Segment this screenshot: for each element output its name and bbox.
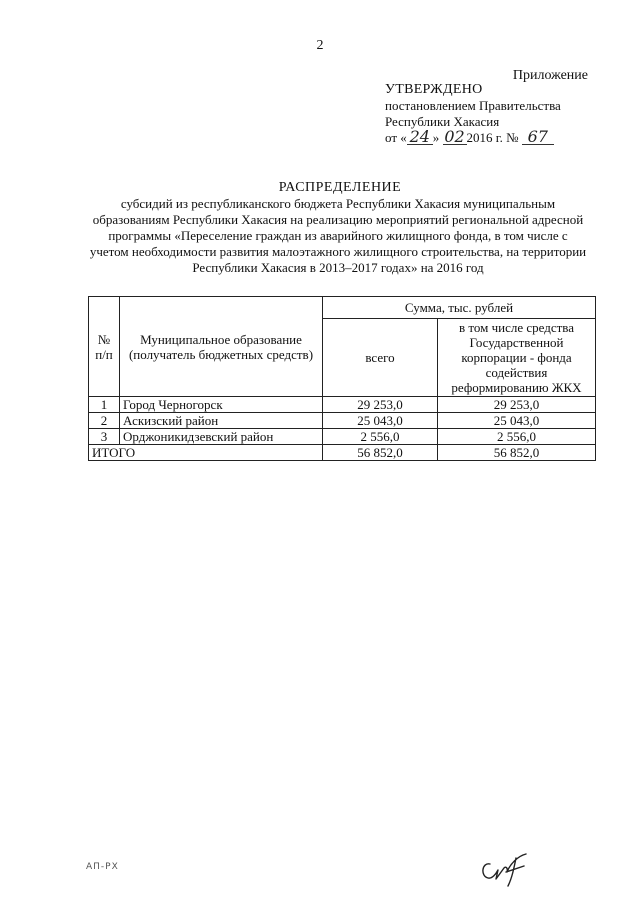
table-row (89, 397, 596, 413)
table-total-row (89, 445, 596, 461)
total-sum: 56 852,0 (323, 445, 438, 461)
approval-title: УТВЕРЖДЕНО (385, 82, 483, 97)
handwritten-month: 02 (444, 127, 465, 146)
handwritten-day: 24 (407, 130, 433, 145)
total-including: 56 852,0 (438, 445, 596, 461)
table-row (89, 429, 596, 445)
approval-line-1: постановлением Правительства (385, 98, 561, 113)
page-number: 2 (316, 38, 324, 53)
row-including: 25 043,0 (438, 413, 596, 429)
document-title: РАСПРЕДЕЛЕНИЕ (278, 180, 402, 195)
row-total: 29 253,0 (323, 397, 438, 413)
number-label: № (506, 130, 519, 145)
handwritten-number: 67 (522, 130, 554, 145)
header-total: всего (323, 319, 438, 397)
row-name: Орджоникидзевский район (120, 429, 323, 445)
total-label: ИТОГО (89, 445, 323, 461)
row-including: 2 556,0 (438, 429, 596, 445)
header-municipality: Муниципальное образование (получатель бюджетных средств) (120, 297, 323, 397)
row-num: 3 (89, 429, 120, 445)
row-name: Аскизский район (120, 413, 323, 429)
row-num: 2 (89, 413, 120, 429)
row-including: 29 253,0 (438, 397, 596, 413)
approval-date-line (385, 127, 561, 146)
distribution-table (88, 296, 596, 461)
date-mid: » (432, 130, 440, 145)
date-prefix: от « (385, 130, 407, 145)
header-sum: Сумма, тыс. рублей (323, 297, 596, 319)
table-row (89, 413, 596, 429)
header-num: № п/п (89, 297, 120, 397)
approval-block (385, 82, 561, 146)
signature-icon (476, 846, 536, 890)
appendix-label: Приложение (512, 68, 588, 83)
table-header-row (89, 297, 596, 319)
row-num: 1 (89, 397, 120, 413)
row-total: 25 043,0 (323, 413, 438, 429)
footer-code: АП-РХ (86, 862, 119, 872)
document-subtitle: субсидий из республиканского бюджета Республики Хакасия муниципальным образованиям Республики Хакасия на реализацию мероприятий региональной адресной программы «Переселение граждан из аварийного жилищного фонда, в том числе с учетом необходимости развития малоэтажного жилищного строительства, на территории Республики Хакасия в 2013–2017 годах» на 2016 год (89, 196, 587, 275)
row-total: 2 556,0 (323, 429, 438, 445)
approval-line-2: Республики Хакасия (385, 114, 500, 129)
date-year: 2016 г. (466, 130, 503, 145)
header-including: в том числе средства Государственной корпорации - фонда содействия реформированию ЖКХ (438, 319, 596, 397)
row-name: Город Черногорск (120, 397, 323, 413)
